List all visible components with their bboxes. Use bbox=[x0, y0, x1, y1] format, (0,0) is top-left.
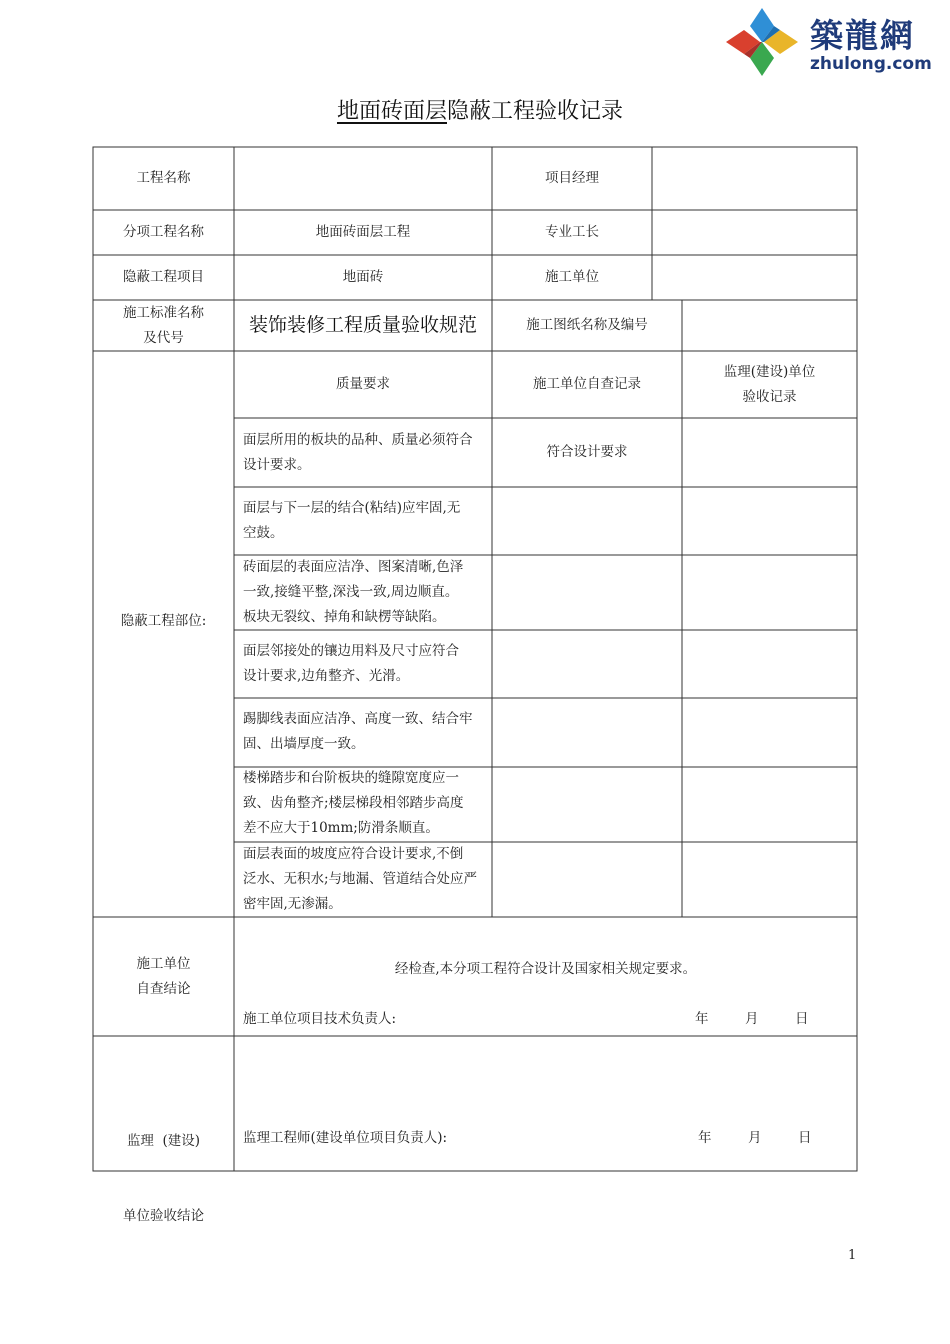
standard-value[interactable]: 装饰装修工程质量验收规范 bbox=[248, 314, 477, 336]
quality-item bbox=[243, 639, 489, 689]
supervisor-conclusion-label bbox=[93, 1079, 234, 1254]
quality-item-line: 踢脚线表面应洁净、高度一致、结合牢 bbox=[243, 711, 473, 727]
supervisor-header-line-2: 验收记录 bbox=[742, 389, 797, 405]
self-conclusion-label-line-1: 施工单位 bbox=[136, 956, 191, 972]
self-date-month: 月 bbox=[745, 1011, 759, 1027]
supervisor-date-year: 年 bbox=[698, 1130, 712, 1146]
quality-item-line: 面层与下一层的结合(粘结)应牢固,无 bbox=[243, 500, 461, 516]
standard-label bbox=[93, 301, 234, 351]
self-date-year: 年 bbox=[695, 1011, 709, 1027]
quality-item bbox=[243, 428, 489, 478]
sub-project-value[interactable]: 地面砖面层工程 bbox=[315, 224, 411, 240]
quality-header: 质量要求 bbox=[336, 376, 390, 392]
quality-item-line: 面层所用的板块的品种、质量必须符合 bbox=[243, 432, 473, 448]
self-check-record[interactable]: 符合设计要求 bbox=[546, 444, 628, 460]
supervisor-date-month: 月 bbox=[748, 1130, 762, 1146]
self-date-day: 日 bbox=[795, 1011, 809, 1027]
sub-project-label: 分项工程名称 bbox=[123, 224, 204, 240]
logo-text-en: zhulong.com bbox=[810, 54, 932, 74]
drawing-label: 施工图纸名称及编号 bbox=[526, 317, 648, 333]
quality-item bbox=[243, 766, 489, 841]
supervisor-header-line-1: 监理(建设)单位 bbox=[723, 364, 816, 380]
self-conclusion-label-line-2: 自查结论 bbox=[136, 981, 191, 997]
hidden-item-value[interactable]: 地面砖 bbox=[342, 269, 384, 285]
self-conclusion-text[interactable]: 经检查,本分项工程符合设计及国家相关规定要求。 bbox=[394, 961, 697, 977]
self-signer-label: 施工单位项目技术负责人: bbox=[243, 1011, 397, 1027]
quality-item bbox=[243, 707, 489, 757]
quality-item bbox=[243, 555, 489, 630]
quality-item-line: 板块无裂纹、掉角和缺楞等缺陷。 bbox=[243, 609, 446, 625]
project-name-label: 工程名称 bbox=[136, 170, 191, 186]
supervisor-header bbox=[682, 360, 857, 410]
foreman-label: 专业工长 bbox=[545, 224, 599, 240]
quality-item-line: 差不应大于10mm;防滑条顺直。 bbox=[243, 820, 439, 836]
quality-item-line: 一致,接缝平整,深浅一致,周边顺直。 bbox=[243, 584, 459, 600]
self-check-header: 施工单位自查记录 bbox=[533, 376, 641, 392]
quality-item bbox=[243, 842, 489, 917]
project-manager-label: 项目经理 bbox=[545, 170, 599, 186]
logo-text-cn: 築龍網 bbox=[810, 16, 915, 55]
supervisor-conclusion-label-line-1: 监理 (建设) bbox=[126, 1133, 201, 1149]
contractor-label: 施工单位 bbox=[545, 269, 599, 285]
title-subject: 地面砖面层 bbox=[336, 99, 447, 124]
self-conclusion-label bbox=[93, 952, 234, 1002]
standard-label-line-1: 施工标准名称 bbox=[123, 305, 204, 321]
quality-item-line: 设计要求,边角整齐、光滑。 bbox=[243, 668, 410, 684]
quality-item-line: 楼梯踏步和台阶板块的缝隙宽度应一 bbox=[243, 770, 459, 786]
hidden-item-label: 隐蔽工程项目 bbox=[123, 269, 204, 285]
quality-item-line: 面层表面的坡度应符合设计要求,不倒 bbox=[243, 846, 464, 862]
quality-item-line: 固、出墙厚度一致。 bbox=[243, 736, 365, 752]
standard-label-line-2: 及代号 bbox=[143, 330, 184, 346]
quality-item-line: 面层邻接处的镶边用料及尺寸应符合 bbox=[243, 643, 459, 659]
quality-item-line: 密牢固,无渗漏。 bbox=[243, 896, 342, 912]
quality-item-line: 砖面层的表面应洁净、图案清晰,色泽 bbox=[243, 559, 464, 575]
quality-item bbox=[243, 496, 489, 546]
supervisor-conclusion-label-line-2: 单位验收结论 bbox=[123, 1208, 204, 1224]
hidden-section-label: 隐蔽工程部位: bbox=[120, 613, 207, 629]
quality-item-line: 致、齿角整齐;楼层梯段相邻踏步高度 bbox=[243, 795, 464, 811]
quality-item-line: 泛水、无积水;与地漏、管道结合处应严 bbox=[243, 871, 478, 887]
page-number: 1 bbox=[848, 1248, 857, 1263]
quality-item-line: 设计要求。 bbox=[243, 457, 311, 473]
supervisor-date-day: 日 bbox=[798, 1130, 812, 1146]
supervisor-signer-label: 监理工程师(建设单位项目负责人): bbox=[243, 1130, 448, 1146]
quality-item-line: 空鼓。 bbox=[243, 525, 284, 541]
title-rest: 隐蔽工程验收记录 bbox=[447, 99, 624, 124]
